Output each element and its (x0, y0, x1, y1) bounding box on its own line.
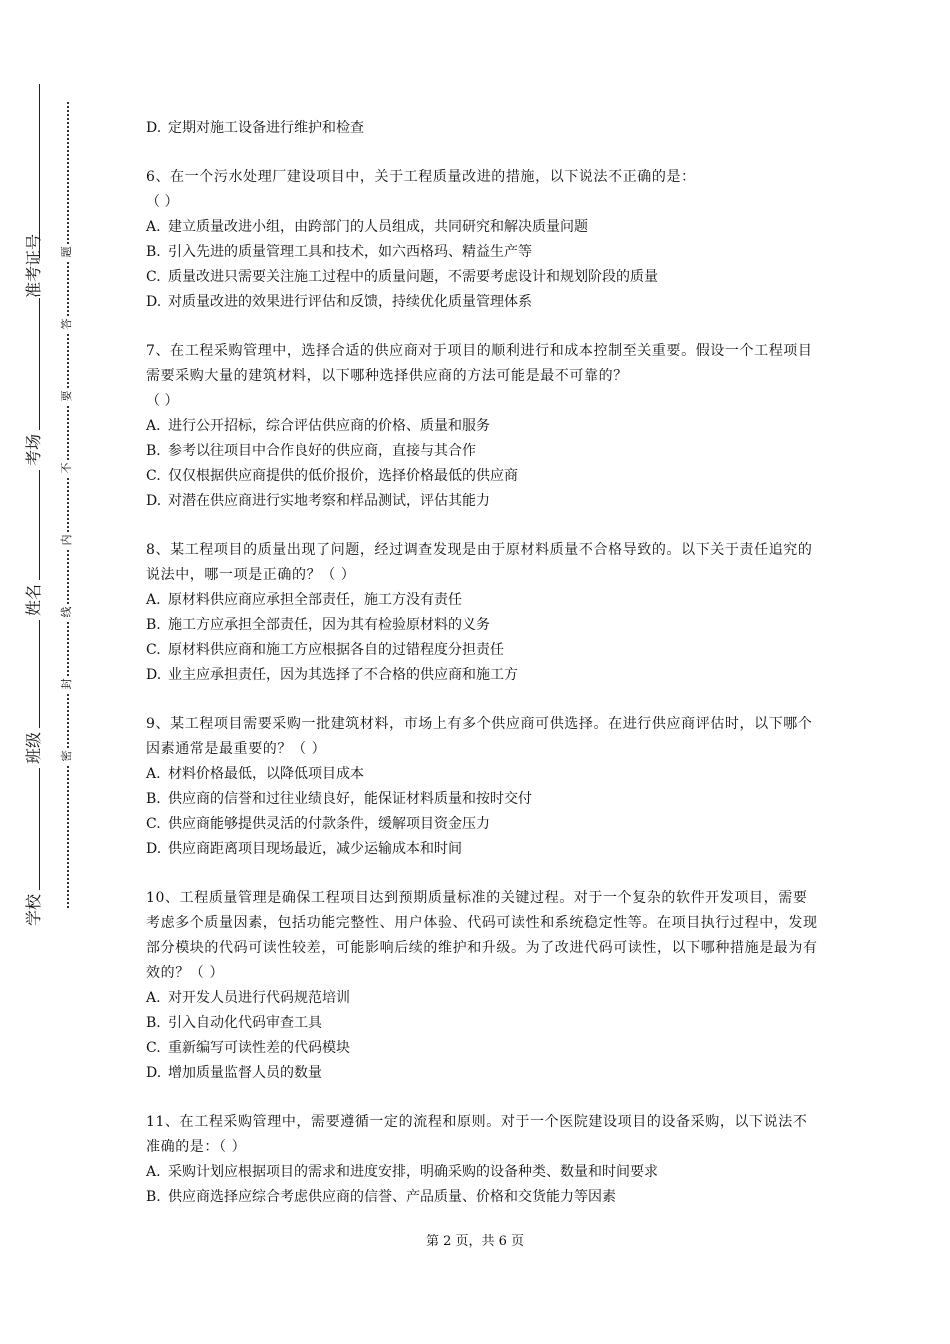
option-c: C. 仅仅根据供应商提供的低价报价，选择价格最低的供应商 (146, 468, 518, 484)
option-c: C. 原材料供应商和施工方应根据各自的过错程度分担责任 (146, 642, 504, 658)
option-a: A. 建立质量改进小组，由跨部门的人员组成，共同研究和解决质量问题 (146, 219, 588, 235)
seal-dotted-line (67, 102, 69, 908)
option-d: D. 增加质量监督人员的数量 (146, 1065, 322, 1081)
option-b: B. 参考以往项目中合作良好的供应商，直接与其合作 (146, 443, 476, 459)
option-d: D. 对质量改进的效果进行评估和反馈，持续优化质量管理体系 (146, 294, 532, 310)
class-label: 班级 (14, 728, 54, 768)
exam-room-label: 考场 (14, 430, 54, 470)
option-b: B. 供应商的信誉和过往业绩良好，能保证材料质量和按时交付 (146, 791, 532, 807)
seal-char: 不 (59, 460, 75, 476)
question-stem: 7、在工程采购管理中，选择合适的供应商对于项目的顺利进行和成本控制至关重要。假设一个工程项目需要采购大量的建筑材料，以下哪种选择供应商的方法可能是最不可靠的？ (146, 343, 813, 384)
question-6 (146, 165, 822, 315)
option-a: A. 采购计划应根据项目的需求和进度安排，明确采购的设备种类、数量和时间要求 (146, 1164, 658, 1180)
question-stem: 6、在一个污水处理厂建设项目中，关于工程质量改进的措施，以下说法不正确的是： (146, 169, 696, 185)
seal-char: 内 (59, 532, 75, 548)
exam-number-label: 准考证号 (14, 258, 54, 298)
binding-margin (0, 0, 120, 1344)
option-b: B. 引入先进的质量管理工具和技术，如六西格玛、精益生产等 (146, 244, 532, 260)
school-label: 学校 (14, 890, 54, 930)
option-a: A. 材料价格最低，以降低项目成本 (146, 766, 364, 782)
option-d: D. 供应商距离项目现场最近，减少运输成本和时间 (146, 841, 462, 857)
option-b: B. 施工方应承担全部责任，因为其有检验原材料的义务 (146, 617, 490, 633)
option-d: D. 业主应承担责任，因为其选择了不合格的供应商和施工方 (146, 667, 518, 683)
question-7 (146, 339, 822, 514)
option-d: D. 对潜在供应商进行实地考察和样品测试，评估其能力 (146, 493, 490, 509)
page-footer: 第 2 页，共 6 页 (425, 1234, 525, 1249)
name-label: 姓名 (14, 580, 54, 620)
option-a: A. 对开发人员进行代码规范培训 (146, 990, 350, 1006)
question-9 (146, 712, 822, 862)
answer-blank: （ ） (146, 393, 179, 409)
answer-blank: （ ） (146, 194, 179, 210)
option-c: C. 质量改进只需要关注施工过程中的质量问题，不需要考虑设计和规划阶段的质量 (146, 269, 658, 285)
seal-char: 密 (59, 748, 75, 764)
option-c: C. 重新编写可读性差的代码模块 (146, 1040, 350, 1056)
seal-char: 答 (59, 316, 75, 332)
question-stem: 8、某工程项目的质量出现了问题，经过调查发现是由于原材料质量不合格导致的。以下关于责任追究的说法中，哪一项是正确的？（ ） (146, 542, 813, 583)
question-stem: 11、在工程采购管理中，需要遵循一定的流程和原则。对于一个医院建设项目的设备采购，以下说法不准确的是：（ ） (146, 1114, 808, 1155)
option-b: B. 供应商选择应综合考虑供应商的信誉、产品质量、价格和交货能力等因素 (146, 1189, 616, 1205)
question-stem: 9、某工程项目需要采购一批建筑材料，市场上有多个供应商可供选择。在进行供应商评估时，以下哪个因素通常是最重要的？（ ） (146, 716, 813, 757)
option-c: C. 供应商能够提供灵活的付款条件，缓解项目资金压力 (146, 816, 490, 832)
option: D. 定期对施工设备进行维护和检查 (146, 120, 364, 136)
seal-char: 封 (59, 676, 75, 692)
option-b: B. 引入自动化代码审查工具 (146, 1015, 322, 1031)
carry-over-options (146, 116, 822, 141)
seal-char: 要 (59, 388, 75, 404)
binding-solid-line (39, 84, 40, 928)
question-10 (146, 886, 822, 1086)
question-8 (146, 538, 822, 688)
exam-content (146, 116, 822, 1234)
question-11 (146, 1110, 822, 1210)
question-stem: 10、工程质量管理是确保工程项目达到预期质量标准的关键过程。对于一个复杂的软件开发项目，需要考虑多个质量因素，包括功能完整性、用户体验、代码可读性和系统稳定性等。在项目执行过程中，发现部分模块的代码可读性较差，可能影响后续的维护和升级。为了改进代码可读性，以下哪种措施是最为有效的？（ ） (146, 890, 818, 981)
option-a: A. 进行公开招标，综合评估供应商的价格、质量和服务 (146, 418, 490, 434)
seal-char: 线 (59, 604, 75, 620)
option-a: A. 原材料供应商应承担全部责任，施工方没有责任 (146, 592, 462, 608)
seal-char: 题 (59, 244, 75, 260)
